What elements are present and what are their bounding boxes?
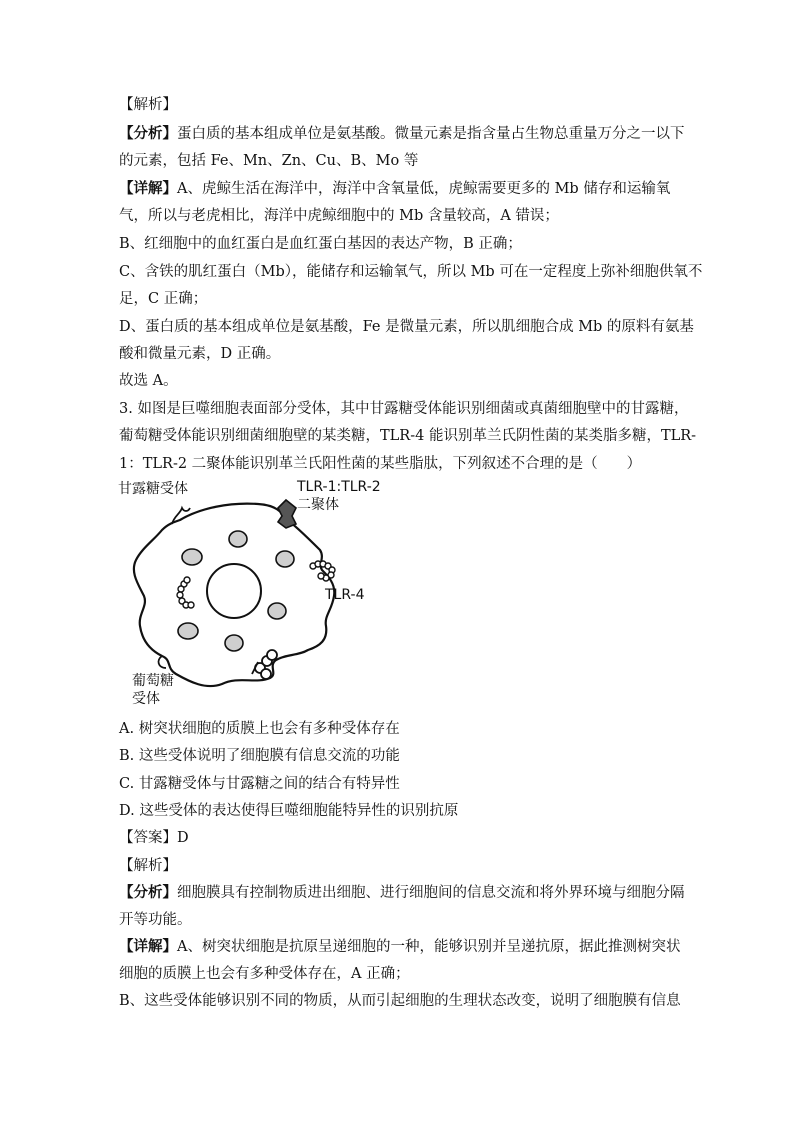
- question-3-stem: 3. 如图是巨噬细胞表面部分受体，其中甘露糖受体能识别细菌或真菌细胞壁中的甘露糖，: [119, 401, 689, 417]
- vesicle: [225, 635, 243, 651]
- answer-choice: 故选 A。: [119, 373, 178, 389]
- vesicle: [178, 623, 198, 639]
- label-tlr4: TLR-4: [325, 587, 365, 603]
- vesicle: [229, 531, 247, 547]
- label-receptor: 受体: [132, 691, 160, 707]
- xiangjie-text: A、树突状细胞是抗原呈递细胞的一种，能够识别并呈递抗原，据此推测树突状: [177, 939, 681, 955]
- vesicle: [182, 549, 202, 565]
- fenxi-text: 蛋白质的基本组成单位是氨基酸。微量元素是指含量占生物总重量万分之一以下: [177, 126, 685, 142]
- label-glucose: 葡萄糖: [132, 673, 174, 689]
- detail-paragraph-line: 细胞的质膜上也会有多种受体存在，A 正确；: [119, 966, 410, 982]
- internal-bead-chain: [177, 577, 194, 608]
- option-d: D. 这些受体的表达使得巨噬细胞能特异性的识别抗原: [119, 803, 459, 819]
- answer-value: D: [177, 830, 189, 846]
- question-3-stem: 1：TLR-2 二聚体能识别革兰氏阳性菌的某些脂肽，下列叙述不合理的是（ ）: [119, 456, 642, 472]
- tlr1-tlr2-dimer: [278, 500, 296, 528]
- detail-option-d: D、蛋白质的基本组成单位是氨基酸，Fe 是微量元素，所以肌细胞合成 Mb 的原料有氨基: [119, 319, 694, 335]
- vesicle: [268, 603, 286, 619]
- vesicle: [276, 551, 294, 567]
- analysis-paragraph-line: 开等功能。: [119, 912, 192, 928]
- answer-label: 【答案】: [119, 830, 177, 846]
- xiangjie-text: A、虎鲸生活在海洋中，海洋中含氧量低，虎鲸需要更多的 Mb 储存和运输氧: [177, 181, 671, 197]
- fenxi-label: 【分析】: [119, 125, 177, 142]
- detail-paragraph-line: 气，所以与老虎相比，海洋中虎鲸细胞中的 Mb 含量较高，A 错误；: [119, 208, 559, 224]
- option-c: C. 甘露糖受体与甘露糖之间的结合有特异性: [119, 776, 400, 792]
- question-3-stem: 葡萄糖受体能识别细菌细胞壁的某类糖，TLR-4 能识别革兰氏阴性菌的某类脂多糖，TLR-: [119, 428, 697, 444]
- answer-line: [119, 829, 679, 847]
- detail-option-c: C、含铁的肌红蛋白（Mb），能储存和运输氧气，所以 Mb 可在一定程度上弥补细胞供氧不: [119, 264, 703, 280]
- detail-option-b: B、红细胞中的血红蛋白是血红蛋白基因的表达产物，B 正确；: [119, 236, 522, 252]
- label-mannose-receptor: 甘露糖受体: [118, 481, 188, 497]
- detail-option-b: B、这些受体能够识别不同的物质，从而引起细胞的生理状态改变，说明了细胞膜有信息: [119, 993, 681, 1009]
- analysis-heading: 【解析】: [119, 858, 177, 874]
- label-dimer: 二聚体: [297, 497, 339, 513]
- fenxi-text: 细胞膜具有控制物质进出细胞、进行细胞间的信息交流和将外界环境与细胞分隔: [177, 885, 685, 901]
- xiangjie-label: 【详解】: [119, 938, 177, 955]
- detail-option-d-cont: 酸和微量元素，D 正确。: [119, 346, 281, 362]
- detail-option-c-cont: 足，C 正确；: [119, 291, 208, 307]
- option-a: A. 树突状细胞的质膜上也会有多种受体存在: [119, 721, 400, 737]
- analysis-paragraph-line: [119, 884, 685, 902]
- fenxi-label: 【分析】: [119, 884, 177, 901]
- detail-paragraph-line: [119, 180, 679, 198]
- xiangjie-label: 【详解】: [119, 180, 177, 197]
- analysis-heading: 【解析】: [119, 97, 177, 113]
- detail-paragraph-line: [119, 938, 679, 956]
- analysis-paragraph-line: 的元素，包括 Fe、Mn、Zn、Cu、B、Mo 等: [119, 153, 419, 169]
- nucleus: [207, 564, 261, 618]
- label-tlr1-tlr2: TLR-1:TLR-2: [297, 479, 381, 495]
- option-b: B. 这些受体说明了细胞膜有信息交流的功能: [119, 748, 400, 764]
- analysis-paragraph-line: [119, 125, 685, 143]
- macrophage-receptor-figure: [110, 478, 410, 713]
